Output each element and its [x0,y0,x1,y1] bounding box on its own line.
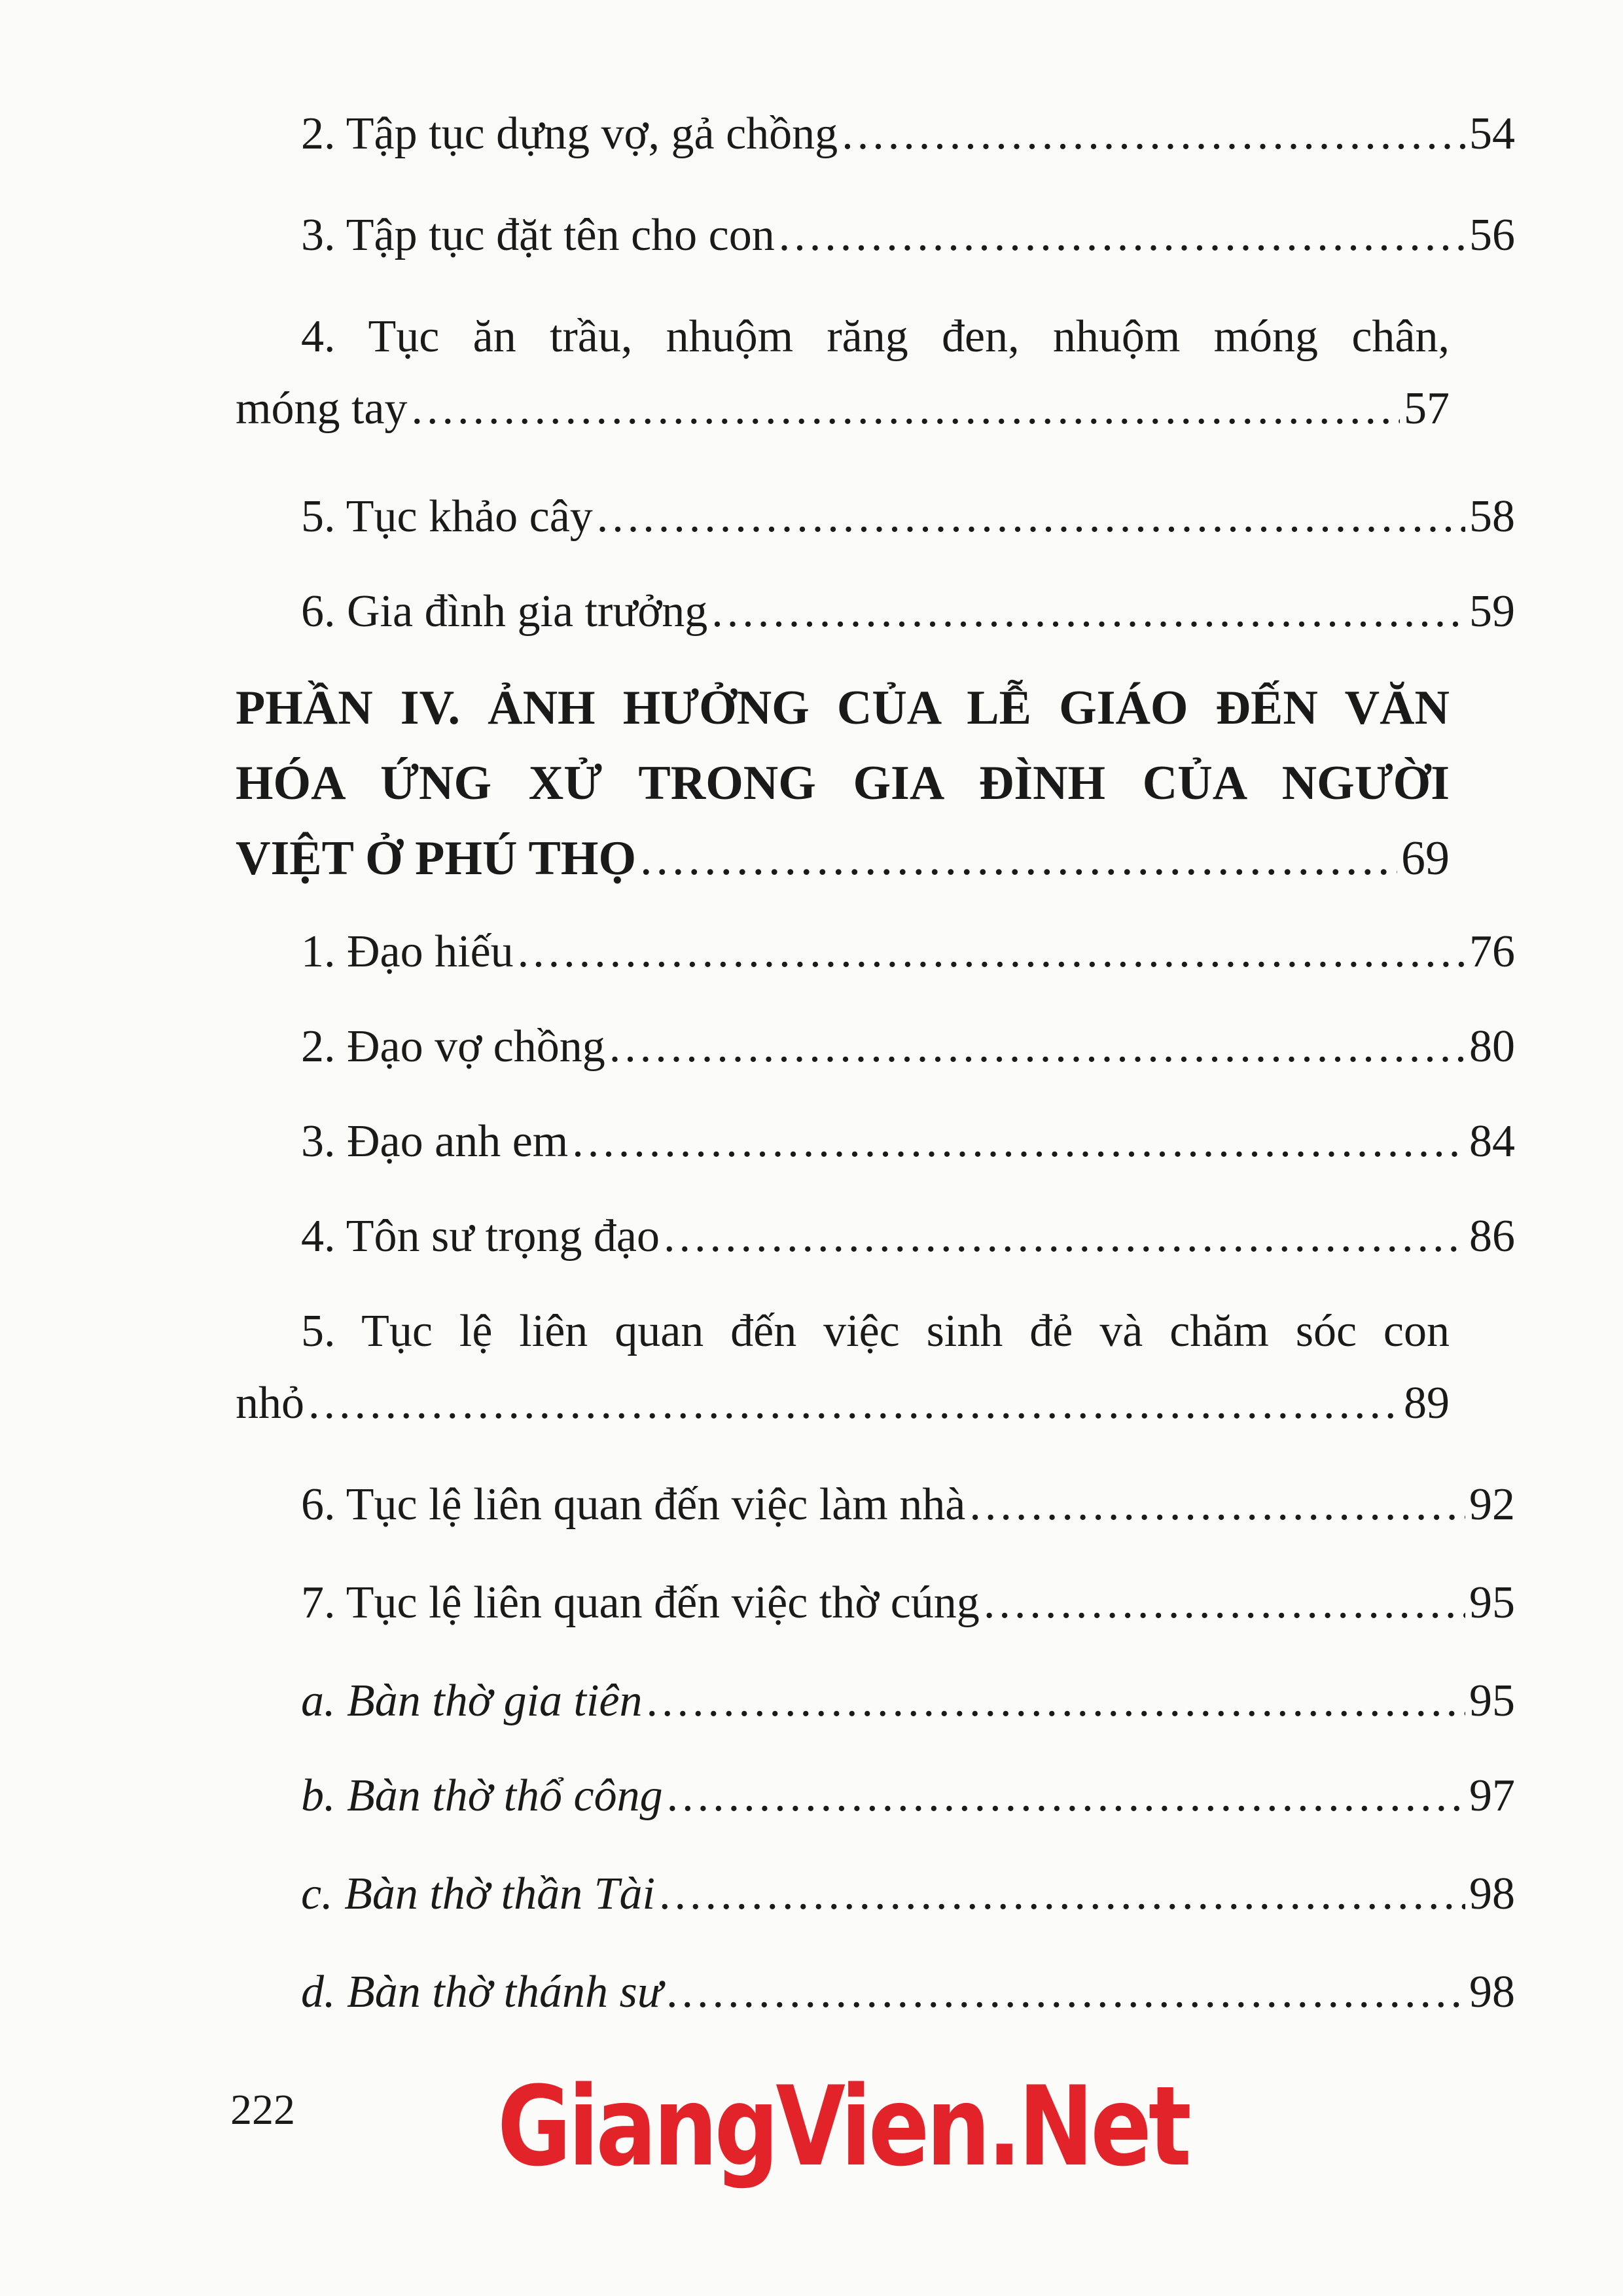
toc-subentry-label: a. Bàn thờ gia tiên [301,1676,643,1726]
toc-entry-page: 56 [1469,210,1515,260]
dot-leader [969,1469,1465,1541]
toc-entry-label-line1: 4. Tục ăn trầu, nhuộm răng đen, nhuộm móng chân, [301,311,1450,362]
toc-entry-page: 95 [1469,1578,1515,1628]
toc-entry-page: 80 [1469,1021,1515,1072]
toc-entry-page: 92 [1469,1479,1515,1530]
dot-leader [597,481,1465,553]
toc-subentry-label: d. Bàn thờ thánh sư [301,1967,662,2017]
section-heading-page: 69 [1401,832,1450,885]
toc-entry-label: 7. Tục lệ liên quan đến việc thờ cúng [301,1578,980,1628]
dot-leader [667,1760,1465,1832]
toc-subentry-page: 95 [1469,1676,1515,1726]
toc-entry-label: 6. Gia đình gia trưởng [301,586,708,637]
toc-subentry-page: 98 [1469,1967,1515,2017]
section-heading-line1: PHẦN IV. ẢNH HƯỞNG CỦA LỄ GIÁO ĐẾN VĂN [236,681,1450,735]
toc-subentry-label: b. Bàn thờ thổ công [301,1771,663,1821]
dot-leader [518,916,1465,988]
toc-entry [236,916,1515,988]
toc-entry-multiline [236,301,1450,451]
toc-entry [236,98,1515,170]
dot-leader [411,373,1400,445]
toc-entry-label-line1: 5. Tục lệ liên quan đến việc sinh đẻ và chăm sóc con [301,1306,1450,1356]
dot-leader [984,1567,1465,1639]
section-heading-line3: VIỆT Ở PHÚ THỌ [236,832,637,885]
dot-leader [308,1368,1400,1439]
dot-leader [640,821,1397,896]
toc-entry-label: 2. Tập tục dựng vợ, gả chồng [301,109,838,159]
toc-subentry [236,1858,1515,1930]
dot-leader [666,1956,1465,2028]
toc-entry-page: 59 [1469,586,1515,637]
toc-entry [236,576,1515,648]
toc-entry [236,200,1515,272]
section-heading [236,671,1450,896]
toc-subentry-page: 98 [1469,1869,1515,1919]
toc-entry-label: 1. Đạo hiếu [301,927,514,977]
toc-entry-page: 58 [1469,491,1515,542]
section-heading-line2: HÓA ỨNG XỬ TRONG GIA ĐÌNH CỦA NGƯỜI [236,756,1450,810]
dot-leader [711,576,1465,648]
page-number: 222 [230,2086,295,2134]
toc-entry-label: 3. Tập tục đặt tên cho con [301,210,775,260]
toc-entry-label: 4. Tôn sư trọng đạo [301,1211,660,1262]
toc-entry-multiline [236,1296,1450,1446]
dot-leader [664,1201,1465,1273]
toc-entry-page: 84 [1469,1116,1515,1167]
toc-entry-label-line2: nhỏ [236,1378,304,1428]
dot-leader [646,1665,1465,1737]
toc-entry-page: 57 [1404,383,1450,434]
toc-entry [236,1011,1515,1083]
toc-entry-label: 5. Tục khảo cây [301,491,593,542]
dot-leader [842,98,1465,170]
toc-subentry [236,1956,1515,2028]
toc-entry [236,1106,1515,1178]
toc-entry-label-line2: móng tay [236,383,408,434]
toc-entry-page: 89 [1404,1378,1450,1428]
toc-entry-label: 3. Đạo anh em [301,1116,569,1167]
watermark-logo: GiangVien.Net [497,2062,1188,2191]
dot-leader [659,1858,1465,1930]
toc-subentry [236,1760,1515,1832]
toc-entry [236,1201,1515,1273]
dot-leader [609,1011,1465,1083]
toc-subentry-label: c. Bàn thờ thần Tài [301,1869,655,1919]
toc-subentry-page: 97 [1469,1771,1515,1821]
toc-entry-page: 86 [1469,1211,1515,1262]
toc-entry-label: 6. Tục lệ liên quan đến việc làm nhà [301,1479,966,1530]
dot-leader [572,1106,1465,1178]
toc-entry [236,1567,1515,1639]
toc-entry-page: 54 [1469,109,1515,159]
toc-entry-page: 76 [1469,927,1515,977]
dot-leader [779,200,1465,272]
toc-entry [236,1469,1515,1541]
toc-subentry [236,1665,1515,1737]
toc-entry [236,481,1515,553]
toc-entry-label: 2. Đạo vợ chồng [301,1021,605,1072]
